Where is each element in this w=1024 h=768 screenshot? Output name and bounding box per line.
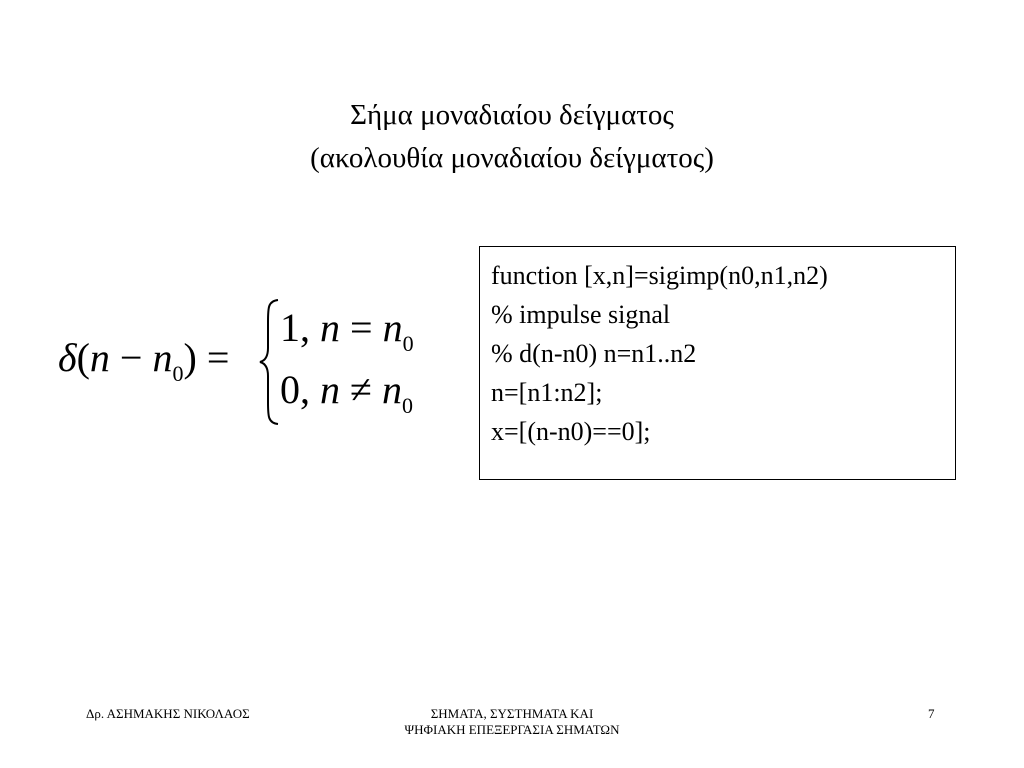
code-line: % d(n-n0) n=n1..n2 <box>491 339 697 368</box>
case-1-operator: = <box>340 305 383 350</box>
formula-close-paren: ) <box>183 335 197 380</box>
footer-course-line-1: ΣΗΜΑΤΑ, ΣΥΣΤΗΜΑΤΑ ΚΑΙ <box>430 706 594 721</box>
code-box <box>479 246 956 480</box>
slide-title <box>0 94 1024 180</box>
formula-delta: δ <box>58 335 77 380</box>
formula-n0-subscript: 0 <box>172 361 184 386</box>
formula-open-paren: ( <box>76 335 90 380</box>
formula-case-1 <box>280 304 414 356</box>
case-2-var: n <box>320 367 340 412</box>
case-1-value: 1, <box>280 305 320 350</box>
case-2-rhs: n <box>381 367 402 412</box>
case-1-rhs: n <box>382 305 403 350</box>
page-number: 7 <box>928 706 935 721</box>
curly-brace-icon <box>258 298 280 426</box>
code-line: x=[(n-n0)==0]; <box>491 417 651 446</box>
title-line-2: (ακολουθία μοναδιαίου δείγματος) <box>310 142 714 174</box>
case-1-var: n <box>320 305 340 350</box>
formula-lhs <box>58 334 230 386</box>
title-line-1: Σήμα μοναδιαίου δείγματος <box>350 99 674 131</box>
case-1-subscript: 0 <box>402 331 414 356</box>
formula-equals: = <box>196 335 230 380</box>
case-2-subscript: 0 <box>401 393 413 418</box>
footer-course <box>362 706 662 738</box>
formula-n: n <box>89 335 110 380</box>
code-line: function [x,n]=sigimp(n0,n1,n2) <box>491 261 828 290</box>
impulse-formula <box>58 296 458 432</box>
case-2-value: 0, <box>280 367 320 412</box>
formula-n0: n <box>152 335 173 380</box>
code-line: n=[n1:n2]; <box>491 378 603 407</box>
case-2-operator: ≠ <box>340 367 382 412</box>
footer-course-line-2: ΨΗΦΙΑΚΗ ΕΠΕΞΕΡΓΑΣΙΑ ΣΗΜΑΤΩΝ <box>404 722 620 737</box>
formula-case-2 <box>280 366 413 418</box>
code-line: % impulse signal <box>491 300 671 329</box>
formula-minus: − <box>109 335 153 380</box>
footer-author: Δρ. ΑΣΗΜΑΚΗΣ ΝΙΚΟΛΑΟΣ <box>86 706 250 721</box>
